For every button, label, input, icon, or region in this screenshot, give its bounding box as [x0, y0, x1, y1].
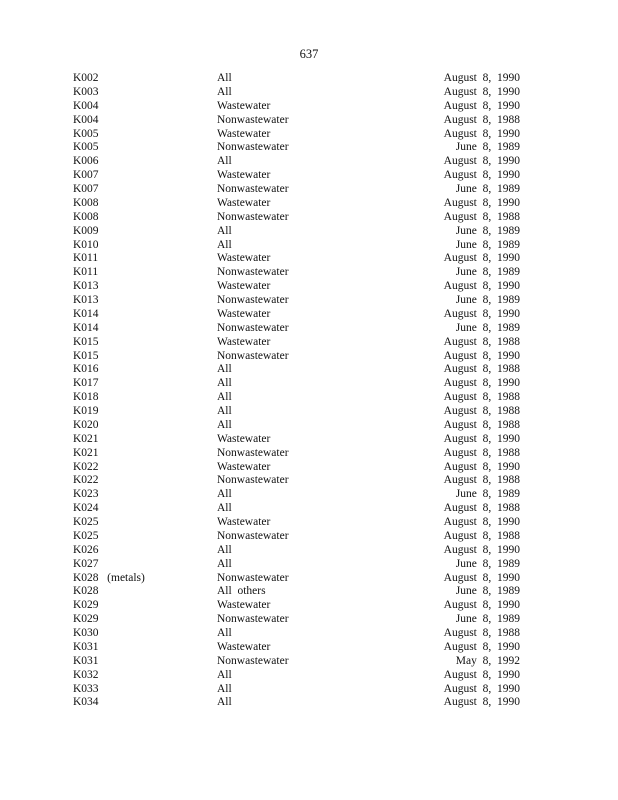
waste-type-cell: All [217, 696, 232, 709]
effective-date-cell: August 8, 1988 [443, 210, 520, 223]
waste-type-cell: Wastewater [217, 516, 271, 528]
waste-code-cell: K003 [73, 85, 99, 98]
table-row [0, 252, 618, 266]
table-row [0, 613, 618, 627]
waste-code-cell: K032 [73, 668, 99, 681]
waste-type-cell: Wastewater [217, 460, 271, 473]
waste-code-cell: K029 [73, 613, 99, 626]
table-row [0, 655, 618, 669]
waste-type-cell: All [217, 627, 232, 639]
effective-date-cell: August 8, 1990 [443, 599, 520, 612]
table-row [0, 599, 618, 613]
table-row [0, 350, 618, 364]
table-row [0, 72, 618, 86]
waste-code-cell: K022 [73, 474, 99, 487]
table-row [0, 516, 618, 530]
waste-code-cell: K007 [73, 183, 99, 195]
waste-type-cell: All [217, 488, 232, 501]
waste-code-cell: K018 [73, 391, 99, 404]
table-row [0, 488, 618, 502]
waste-type-cell: All [217, 682, 232, 695]
table-row [0, 683, 618, 697]
waste-code-cell: K022 [73, 460, 99, 473]
waste-type-cell: All [217, 155, 232, 168]
effective-date-cell: August 8, 1990 [443, 377, 520, 390]
waste-code-cell: K024 [73, 502, 99, 515]
table-row [0, 530, 618, 544]
waste-code-cell: K010 [73, 238, 99, 251]
waste-type-cell: All [217, 418, 232, 431]
effective-date-cell: August 8, 1988 [443, 391, 520, 404]
waste-code-cell: K008 [73, 210, 99, 223]
waste-type-cell: Wastewater [217, 307, 271, 320]
table-row [0, 391, 618, 405]
waste-code-cell: K004 [73, 99, 99, 112]
table-row [0, 585, 618, 599]
waste-type-cell: All [217, 502, 232, 515]
waste-code-cell: K002 [73, 72, 99, 84]
waste-code-cell: K017 [73, 377, 99, 390]
table-row [0, 447, 618, 461]
waste-type-cell: Nonwastewater [217, 571, 289, 584]
effective-date-cell: August 8, 1988 [443, 405, 520, 417]
effective-date-cell: August 8, 1990 [443, 169, 520, 182]
effective-date-cell: June 8, 1989 [455, 321, 520, 334]
table-row [0, 308, 618, 322]
effective-date-cell: May 8, 1992 [455, 654, 520, 667]
waste-type-cell: Nonwastewater [217, 321, 289, 334]
waste-type-cell: Wastewater [217, 99, 271, 112]
effective-date-cell: June 8, 1989 [455, 294, 520, 306]
table-row [0, 211, 618, 225]
effective-date-cell: August 8, 1990 [443, 640, 520, 653]
effective-date-cell: August 8, 1990 [443, 682, 520, 695]
waste-type-cell: Nonwastewater [217, 183, 289, 195]
waste-type-cell: Wastewater [217, 169, 271, 182]
effective-date-cell: June 8, 1989 [455, 613, 520, 626]
effective-date-cell: August 8, 1988 [443, 363, 520, 376]
waste-code-cell: K005 [73, 141, 99, 154]
waste-type-cell: Wastewater [217, 127, 271, 140]
waste-code-cell: K008 [73, 196, 99, 209]
waste-code-cell: K028 (metals) [73, 571, 145, 584]
waste-code-cell: K023 [73, 488, 99, 501]
waste-type-cell: All [217, 72, 232, 84]
effective-date-cell: August 8, 1990 [443, 460, 520, 473]
effective-date-cell: August 8, 1988 [443, 474, 520, 487]
waste-type-cell: Nonwastewater [217, 266, 289, 279]
effective-date-cell: August 8, 1990 [443, 543, 520, 556]
table-row [0, 405, 618, 419]
effective-date-cell: August 8, 1990 [443, 127, 520, 140]
waste-code-cell: K033 [73, 682, 99, 695]
table-row [0, 696, 618, 710]
effective-date-cell: August 8, 1990 [443, 432, 520, 445]
waste-type-cell: Wastewater [217, 599, 271, 612]
waste-code-cell: K029 [73, 599, 99, 612]
effective-date-cell: August 8, 1990 [443, 252, 520, 265]
waste-type-cell: Nonwastewater [217, 474, 289, 487]
table-row [0, 433, 618, 447]
waste-type-cell: Wastewater [217, 335, 271, 348]
effective-date-cell: June 8, 1989 [455, 141, 520, 154]
waste-type-cell: Nonwastewater [217, 613, 289, 626]
effective-date-cell: August 8, 1988 [443, 113, 520, 126]
table-row [0, 377, 618, 391]
waste-code-cell: K026 [73, 543, 99, 556]
effective-date-cell: August 8, 1990 [443, 668, 520, 681]
table-row [0, 669, 618, 683]
table-row [0, 225, 618, 239]
waste-type-cell: All [217, 405, 232, 417]
effective-date-cell: June 8, 1989 [455, 238, 520, 251]
waste-code-cell: K014 [73, 321, 99, 334]
waste-type-cell: Nonwastewater [217, 141, 289, 154]
table-row [0, 474, 618, 488]
waste-type-cell: Nonwastewater [217, 210, 289, 223]
effective-date-cell: August 8, 1990 [443, 571, 520, 584]
waste-code-cell: K011 [73, 252, 99, 265]
effective-date-cell: August 8, 1988 [443, 335, 520, 348]
waste-code-cell: K007 [73, 169, 99, 182]
table-row [0, 558, 618, 572]
effective-date-cell: August 8, 1990 [443, 307, 520, 320]
page-number: 637 [299, 47, 319, 61]
waste-code-cell: K005 [73, 127, 99, 140]
waste-code-cell: K006 [73, 155, 99, 168]
waste-code-cell: K019 [73, 405, 99, 417]
table-row [0, 627, 618, 641]
waste-code-cell: K021 [73, 446, 99, 459]
table-row [0, 114, 618, 128]
effective-date-cell: August 8, 1990 [443, 155, 520, 168]
waste-type-cell: Wastewater [217, 196, 271, 209]
table-row [0, 100, 618, 114]
waste-type-cell: Wastewater [217, 640, 271, 653]
effective-date-cell: August 8, 1990 [443, 280, 520, 293]
waste-type-cell: Nonwastewater [217, 654, 289, 667]
waste-type-cell: All others [217, 585, 266, 598]
waste-code-cell: K025 [73, 529, 99, 542]
effective-date-cell: August 8, 1988 [443, 446, 520, 459]
waste-code-cell: K021 [73, 432, 99, 445]
waste-code-cell: K016 [73, 363, 99, 376]
waste-code-table [0, 72, 618, 710]
table-row [0, 197, 618, 211]
effective-date-cell: August 8, 1990 [443, 72, 520, 84]
waste-code-cell: K009 [73, 224, 99, 237]
waste-code-cell: K015 [73, 349, 99, 362]
table-row [0, 322, 618, 336]
waste-code-cell: K014 [73, 307, 99, 320]
waste-code-cell: K025 [73, 516, 99, 528]
table-row [0, 363, 618, 377]
effective-date-cell: August 8, 1988 [443, 418, 520, 431]
effective-date-cell: August 8, 1988 [443, 502, 520, 515]
waste-code-cell: K013 [73, 280, 99, 293]
waste-type-cell: All [217, 391, 232, 404]
table-row [0, 544, 618, 558]
table-row [0, 280, 618, 294]
waste-type-cell: Wastewater [217, 280, 271, 293]
waste-type-cell: All [217, 377, 232, 390]
table-row [0, 266, 618, 280]
table-row [0, 155, 618, 169]
effective-date-cell: June 8, 1989 [455, 557, 520, 570]
waste-type-cell: All [217, 238, 232, 251]
table-row [0, 169, 618, 183]
waste-type-cell: All [217, 557, 232, 570]
effective-date-cell: August 8, 1990 [443, 349, 520, 362]
waste-code-cell: K011 [73, 266, 99, 279]
waste-type-cell: Nonwastewater [217, 446, 289, 459]
waste-code-cell: K031 [73, 654, 99, 667]
effective-date-cell: August 8, 1988 [443, 627, 520, 639]
effective-date-cell: June 8, 1989 [455, 266, 520, 279]
waste-type-cell: Nonwastewater [217, 294, 289, 306]
waste-type-cell: All [217, 363, 232, 376]
waste-type-cell: Nonwastewater [217, 113, 289, 126]
table-row [0, 641, 618, 655]
table-row [0, 336, 618, 350]
table-row [0, 461, 618, 475]
effective-date-cell: August 8, 1990 [443, 696, 520, 709]
waste-code-cell: K028 [73, 585, 99, 598]
table-row [0, 502, 618, 516]
waste-code-cell: K004 [73, 113, 99, 126]
table-row [0, 128, 618, 142]
table-row [0, 141, 618, 155]
waste-code-cell: K013 [73, 294, 99, 306]
table-row [0, 294, 618, 308]
waste-type-cell: All [217, 85, 232, 98]
table-row [0, 239, 618, 253]
waste-type-cell: Wastewater [217, 252, 271, 265]
effective-date-cell: August 8, 1990 [443, 85, 520, 98]
effective-date-cell: August 8, 1990 [443, 516, 520, 528]
waste-type-cell: Wastewater [217, 432, 271, 445]
waste-type-cell: All [217, 543, 232, 556]
effective-date-cell: August 8, 1988 [443, 529, 520, 542]
waste-type-cell: All [217, 668, 232, 681]
waste-type-cell: Nonwastewater [217, 349, 289, 362]
waste-code-cell: K020 [73, 418, 99, 431]
effective-date-cell: August 8, 1990 [443, 99, 520, 112]
waste-code-cell: K015 [73, 335, 99, 348]
effective-date-cell: June 8, 1989 [455, 183, 520, 195]
table-row [0, 419, 618, 433]
waste-type-cell: All [217, 224, 232, 237]
waste-code-cell: K031 [73, 640, 99, 653]
effective-date-cell: June 8, 1989 [455, 224, 520, 237]
waste-code-cell: K027 [73, 557, 99, 570]
table-row [0, 572, 618, 586]
effective-date-cell: August 8, 1990 [443, 196, 520, 209]
waste-type-cell: Nonwastewater [217, 529, 289, 542]
table-row [0, 183, 618, 197]
waste-code-cell: K030 [73, 627, 99, 639]
effective-date-cell: June 8, 1989 [455, 488, 520, 501]
table-row [0, 86, 618, 100]
effective-date-cell: June 8, 1989 [455, 585, 520, 598]
waste-code-cell: K034 [73, 696, 99, 709]
